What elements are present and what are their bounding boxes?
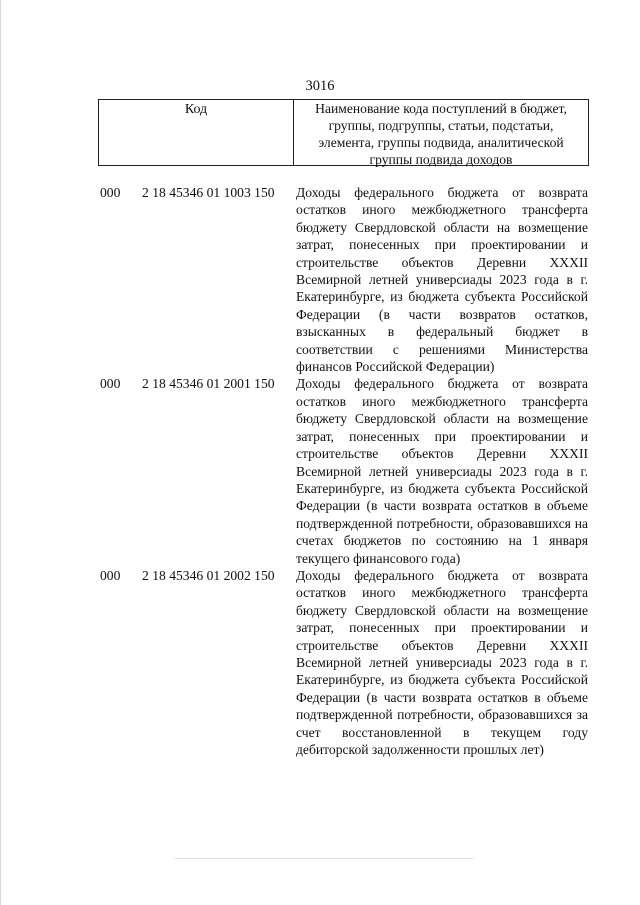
row-revenue-code: 2 18 45346 01 1003 150 xyxy=(142,185,275,200)
table-header xyxy=(98,99,589,166)
revenue-code-list xyxy=(100,184,592,758)
table-row xyxy=(100,375,592,566)
header-name-label: Наименование кода поступлений в бюджет, группы, подгруппы, статьи, подстатьи, элемента, группы подвида, аналитической группы подвида доходов xyxy=(315,101,567,167)
row-admin-code: 000 xyxy=(100,567,121,583)
header-code-label: Код xyxy=(99,100,294,165)
row-description: Доходы федерального бюджета от возврата остатков иного межбюджетного трансферта бюджету Свердловской области на возмещение затрат, понесенных при проектировании и строительстве объектов Деревни XXXII Всемирной летней универсиады 2023 года в г. Екатеринбурге, из бюджета субъекта Российской Федерации (в части возврата остатков в объеме подтвержденной потребности, образовавшихся на счетах бюджетов по состоянию на 1 января текущего финансового года) xyxy=(296,376,588,566)
row-admin-code: 000 xyxy=(100,185,121,200)
table-row xyxy=(100,184,592,375)
page-number: 3016 xyxy=(305,78,335,94)
row-description: Доходы федерального бюджета от возврата остатков иного межбюджетного трансферта бюджету Свердловской области на возмещение затрат, понесенных при проектировании и строительстве объектов Деревни XXXII Всемирной летней универсиады 2023 года в г. Екатеринбурге, из бюджета субъекта Российской Федерации (в части возвратов остатков, взысканных в федеральный бюджет в соответствии с решениями Министерства финансов Российской Федерации) xyxy=(296,185,588,375)
scan-edge xyxy=(0,0,1,905)
row-admin-code: 000 xyxy=(100,376,121,392)
row-revenue-code: 2 18 45346 01 2001 150 xyxy=(142,376,275,392)
row-description: Доходы федерального бюджета от возврата остатков иного межбюджетного трансферта бюджету Свердловской области на возмещение затрат, понесенных при проектировании и строительстве объектов Деревни XXXII Всемирной летней универсиады 2023 года в г. Екатеринбурге, из бюджета субъекта Российской Федерации (в части возврата остатков в объеме подтвержденной потребности, образовавшихся за счет восстановленной в текущем году дебиторской задолженности прошлых лет) xyxy=(296,567,588,757)
row-revenue-code: 2 18 45346 01 2002 150 xyxy=(142,567,275,583)
table-row xyxy=(100,567,592,758)
scan-artifact-line xyxy=(174,858,474,859)
